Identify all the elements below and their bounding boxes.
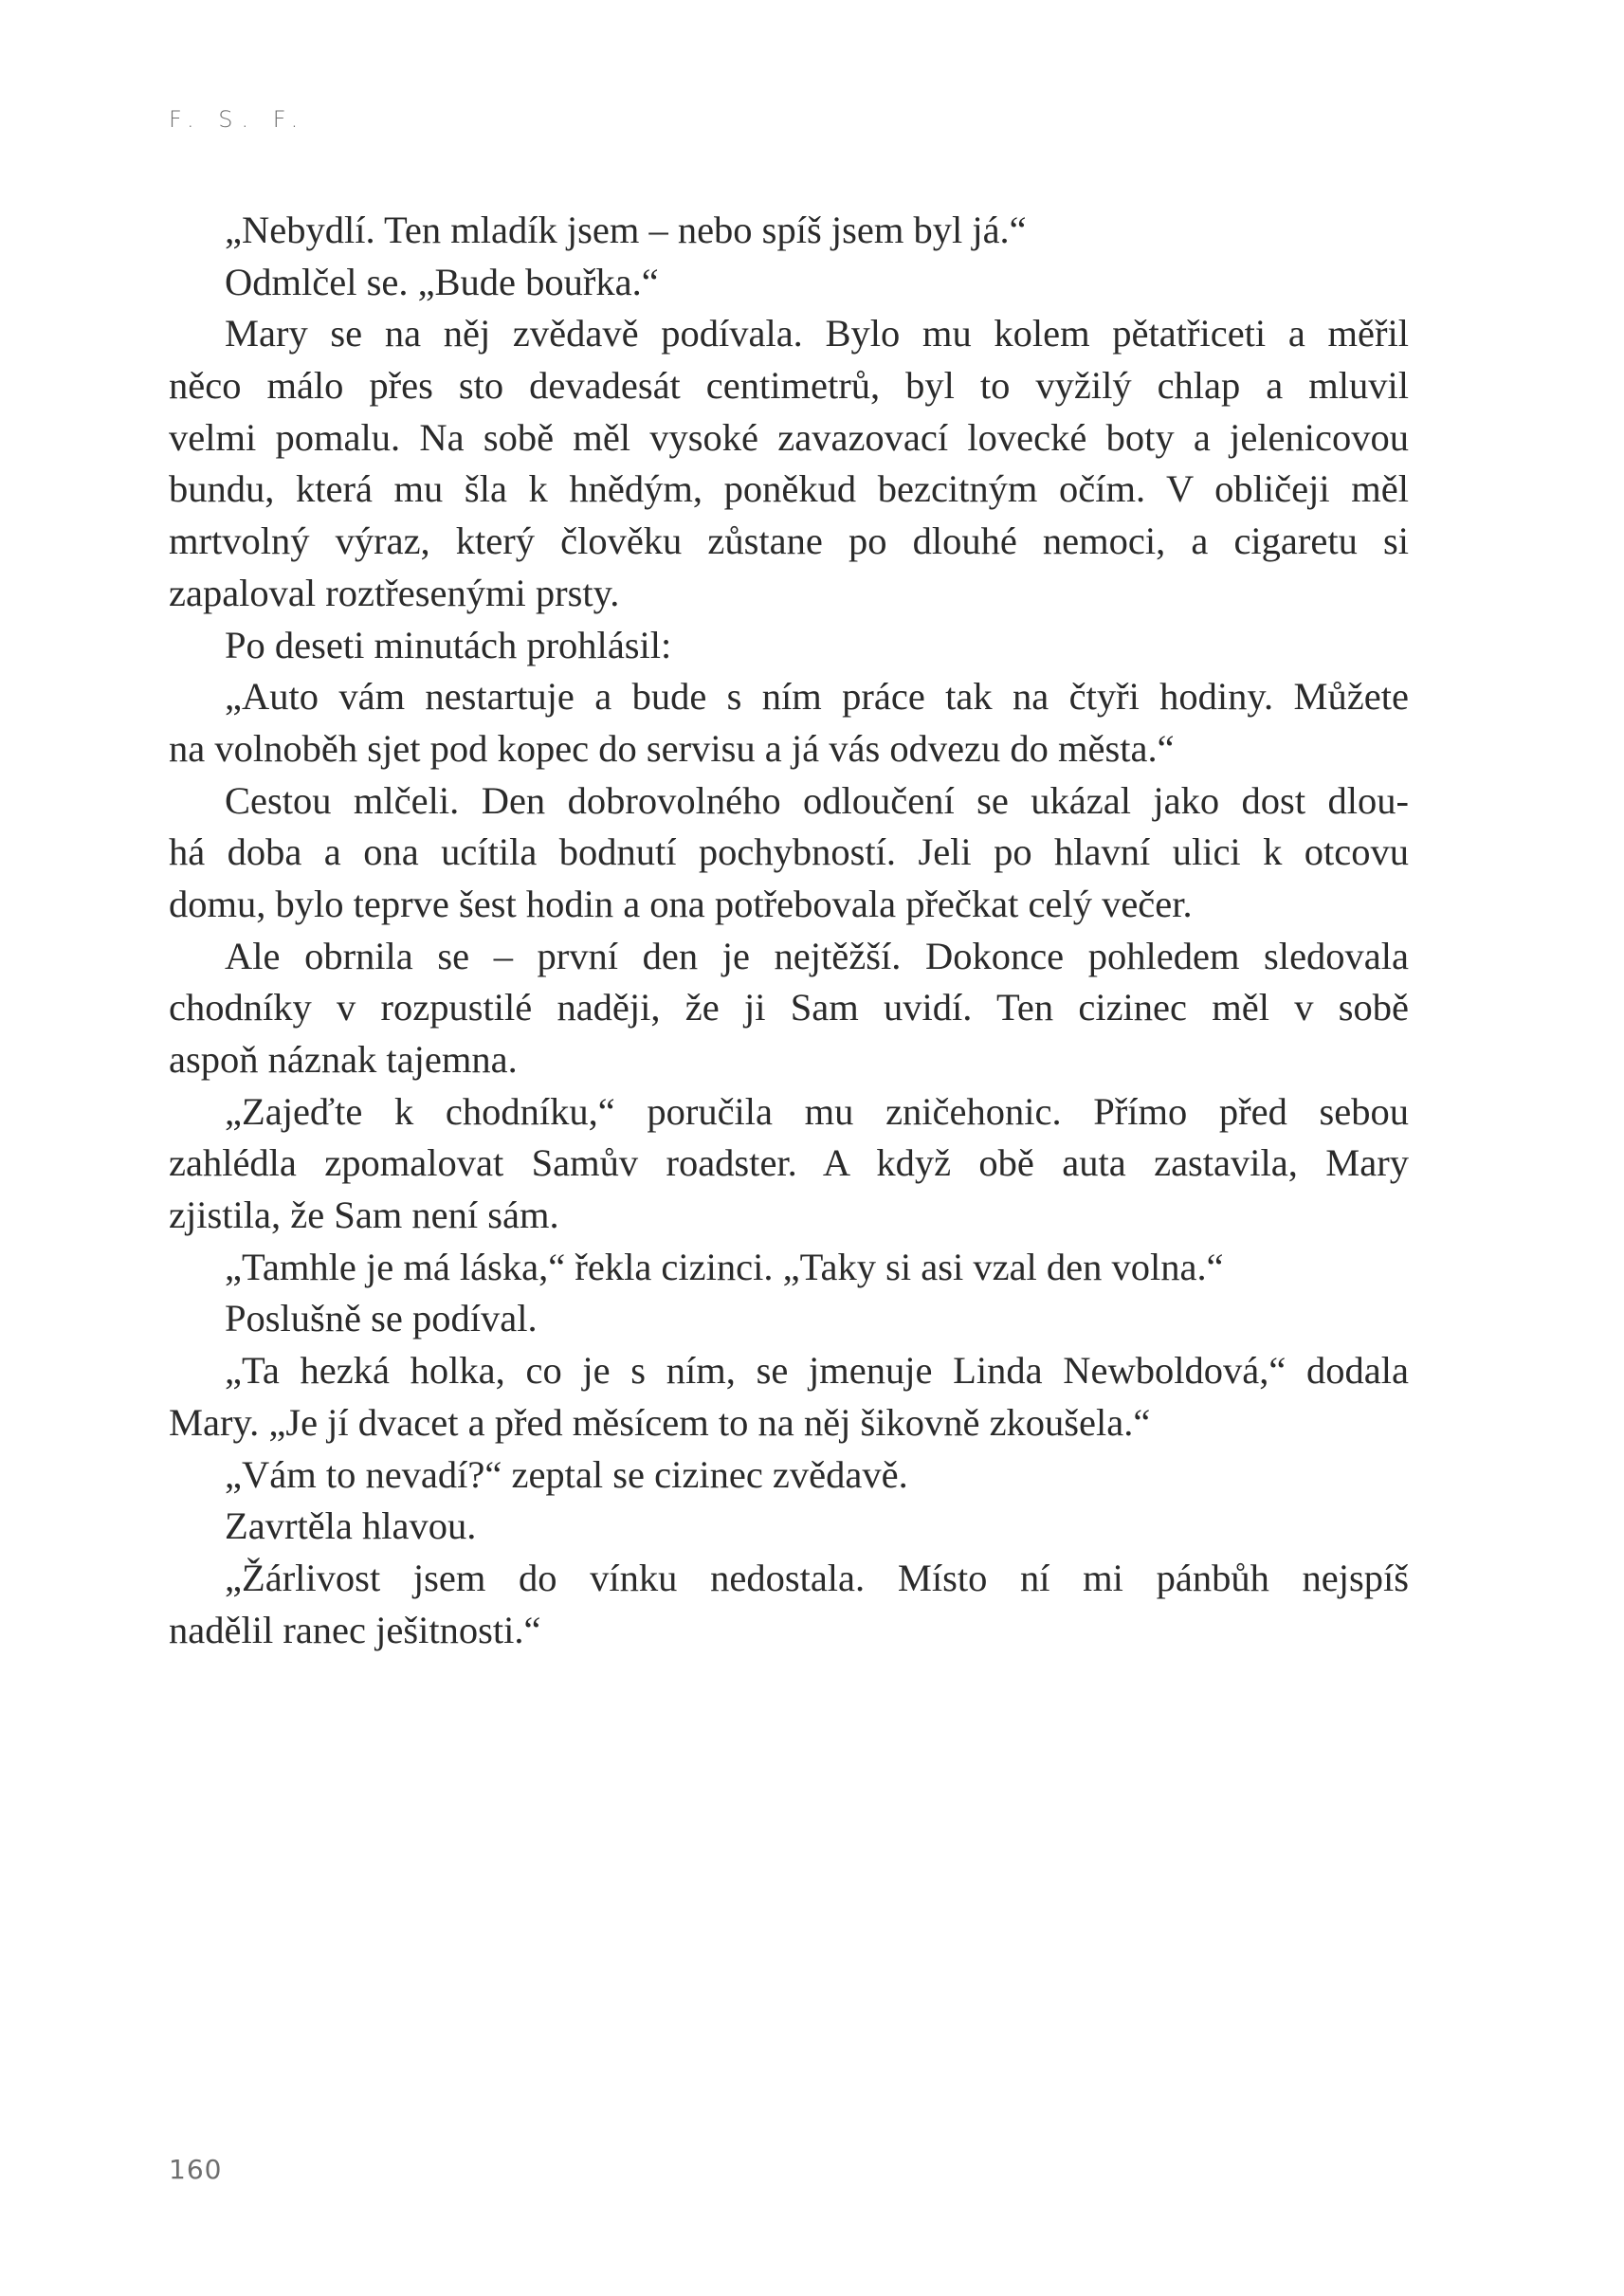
body-text xyxy=(169,205,1409,1656)
text-line: Po deseti minutách prohlásil: xyxy=(225,623,672,666)
text-line: chodníky v rozpustilé naději, že ji Sam uvidí. Ten cizinec měl v sobě xyxy=(169,986,1409,1030)
text-line: Mary. „Je jí dvacet a před měsícem to na něj šikovně zkoušela.“ xyxy=(169,1400,1151,1444)
text-line: Cestou mlčeli. Den dobrovolného odloučení se ukázal jako dost dlou- xyxy=(225,778,1409,822)
text-line: na volnoběh sjet pod kopec do servisu a já vás odvezu do města.“ xyxy=(169,726,1175,770)
text-line: zjistila, že Sam není sám. xyxy=(169,1194,559,1237)
text-line: Ale obrnila se – první den je nejtěžší. Dokonce pohledem sledovala xyxy=(225,934,1409,977)
text-line: „Zajeďte k chodníku,“ poručila mu zničehonic. Přímo před sebou xyxy=(225,1089,1409,1133)
text-line: domu, bylo teprve šest hodin a ona potřebovala přečkat celý večer. xyxy=(169,882,1193,925)
text-line: há doba a ona ucítila bodnutí pochybností. Jeli po hlavní ulici k otcovu xyxy=(169,830,1409,874)
text-line: Poslušně se podíval. xyxy=(225,1297,538,1340)
text-line: zahlédla zpomalovat Samův roadster. A když obě auta zastavila, Mary xyxy=(169,1141,1409,1185)
text-line: „Auto vám nestartuje a bude s ním práce tak na čtyři hodiny. Můžete xyxy=(225,675,1409,719)
text-line: „Žárlivost jsem do vínku nedostala. Místo ní mi pánbůh nejspíš xyxy=(225,1556,1409,1599)
text-line: velmi pomalu. Na sobě měl vysoké zavazovací lovecké boty a jelenicovou xyxy=(169,415,1409,459)
text-line: Zavrtěla hlavou. xyxy=(225,1504,477,1548)
running-head: F. S. F. xyxy=(169,106,307,133)
text-line: nadělil ranec ješitnosti.“ xyxy=(169,1608,541,1651)
text-line: mrtvolný výraz, který člověku zůstane po dlouhé nemoci, a cigaretu si xyxy=(169,519,1409,563)
text-line: něco málo přes sto devadesát centimetrů, byl to vyžilý chlap a mluvil xyxy=(169,364,1409,408)
page-number: 160 xyxy=(169,2154,223,2185)
text-line: Mary se na něj zvědavě podívala. Bylo mu kolem pětatřiceti a měřil xyxy=(225,312,1409,355)
text-line: „Vám to nevadí?“ zeptal se cizinec zvědavě. xyxy=(225,1452,908,1496)
text-line: „Tamhle je má láska,“ řekla cizinci. „Taky si asi vzal den volna.“ xyxy=(225,1245,1224,1288)
text-line: aspoň náznak tajemna. xyxy=(169,1038,518,1081)
text-line: „Ta hezká holka, co je s ním, se jmenuje Linda Newboldová,“ dodala xyxy=(225,1349,1409,1393)
text-line: zapaloval roztřesenými prsty. xyxy=(169,571,620,614)
text-line: „Nebydlí. Ten mladík jsem – nebo spíš jsem byl já.“ xyxy=(225,209,1027,251)
text-line: Odmlčel se. „Bude bouřka.“ xyxy=(225,260,659,303)
text-line: bundu, která mu šla k hnědým, poněkud bezcitným očím. V obličeji měl xyxy=(169,467,1409,511)
